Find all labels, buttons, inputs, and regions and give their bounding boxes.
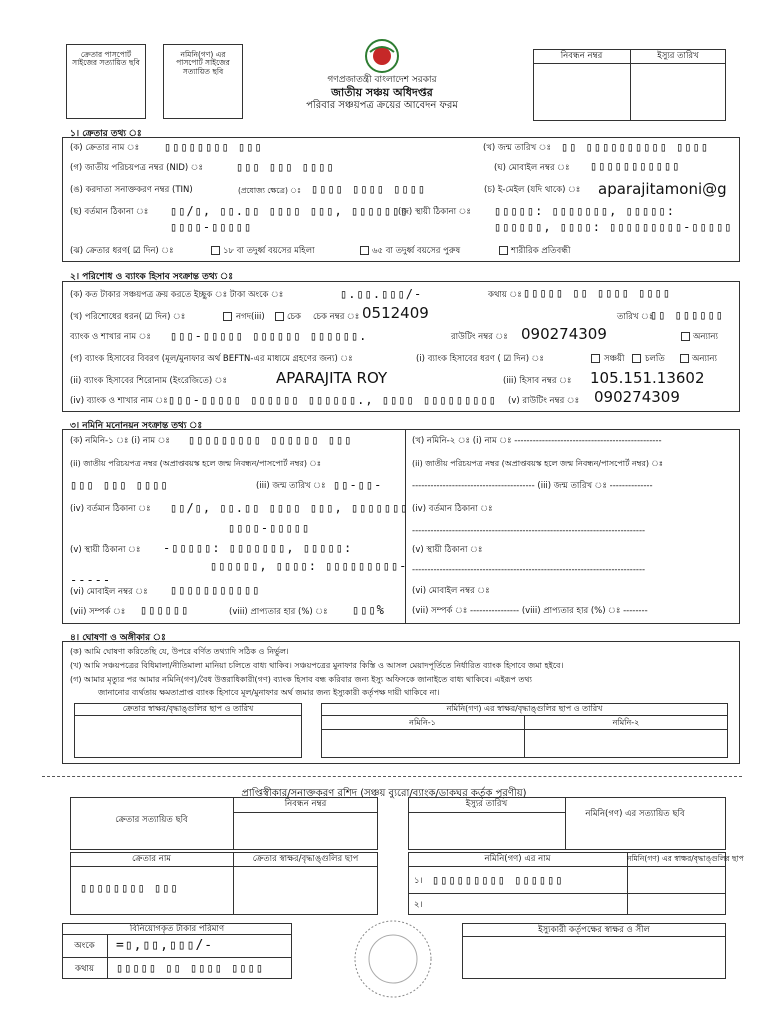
receipt-invest-header: বিনিয়োগকৃত টাকার পরিমাণ — [129, 924, 225, 934]
nid-label: (গ) জাতীয় পরিচয়পত্র নম্বর (NID) ঃ — [70, 163, 204, 173]
form-title: পরিবার সঞ্চয়পত্র ক্রয়ের আবেদন ফরম — [306, 100, 458, 111]
address-value-2[interactable]: ▯▯▯▯-▯▯▯▯▯ — [170, 220, 253, 234]
nominee1-relation-label: (vii) সম্পর্ক ঃ — [70, 607, 126, 617]
account-detail-label: (গ) ব্যাংক হিসাবের বিবরণ (মূল/মুনাফার অর্থ BEFTN-এর মাধ্যমে গ্রহণের জন্য) ঃ — [70, 354, 353, 364]
reg-no-header: নিবন্ধন নম্বর — [560, 51, 603, 61]
declaration-k: (ক) আমি ঘোষণা করিতেছি যে, উপরে বর্ণিত তথ্যাদি সঠিক ও নির্ভুল। — [70, 647, 289, 656]
amount-value[interactable]: ▯.▯▯.▯▯▯/- — [340, 287, 423, 301]
receipt-nominee1-index: ১। — [414, 876, 423, 886]
nominee2-dob-line: ---------------------------------------- (iii) জন্ম তারিখ ঃ -------------- — [412, 481, 653, 491]
buyer-type-label: (ঝ) ক্রেতার ধরণ( ☑ দিন) ঃ — [70, 246, 174, 256]
account-type-label: (i) ব্যাংক হিসাবের ধরণ ( ☑ দিন) ঃ — [416, 354, 544, 364]
receipt-buyer-name-value[interactable]: ▯▯▯▯▯▯▯▯ ▯▯▯ — [80, 881, 179, 895]
account-no-label: (iii) হিসাব নম্বর ঃ — [503, 376, 572, 386]
address-value-1[interactable]: ▯▯/▯, ▯▯.▯▯ ▯▯▯▯ ▯▯▯, ▯▯▯▯▯▯▯ — [170, 204, 409, 218]
account-name-label: (ii) ব্যাংক হিসাবের শিরোনাম (ইংরেজিতে) ঃ — [70, 376, 227, 386]
nominee1-relation-value[interactable]: ▯▯▯▯▯▯ — [140, 603, 190, 617]
nominee2-permanent-label: (v) স্থায়ী ঠিকানা ঃ — [412, 545, 483, 555]
option-savings: সঞ্চয়ী — [604, 354, 625, 364]
buyer-name-label: (ক) ক্রেতার নাম ঃ — [70, 143, 140, 153]
nominee1-dob-value[interactable]: ▯▯-▯▯- — [333, 478, 383, 492]
buyer-name-value[interactable]: ▯▯▯▯▯▯▯▯ ▯▯▯ — [164, 140, 263, 154]
receipt-buyer-photo: ক্রেতার সত্যায়িত ছবি — [115, 815, 188, 825]
nominee-photo-label: নমিনি(গণ) এর পাসপোর্ট সাইজের সত্যায়িত ছবি — [176, 50, 230, 76]
receipt-figure-value[interactable]: =▯,▯▯,▯▯▯/- — [116, 938, 214, 953]
address-label: (ছ) বর্তমান ঠিকানা ঃ — [70, 207, 149, 217]
dob-value[interactable]: ▯▯ ▯▯▯▯▯▯▯▯▯▯ ▯▯▯▯ — [561, 140, 710, 154]
section1-title: ১। ক্রেতার তথ্য ঃ — [70, 129, 142, 139]
option-other2: অন্যান্য — [692, 354, 717, 364]
nominee1-nid-label: (ii) জাতীয় পরিচয়পত্র নম্বর (অপ্রাপ্তবয়স্ক হলে জন্ম নিবন্ধন/পাসপোর্ট নম্বর) ঃ — [70, 459, 321, 468]
option-woman: ১৮ বা তদুর্ধ্ব বয়সের মহিলা — [223, 246, 315, 256]
mobile-value[interactable]: ▯▯▯▯▯▯▯▯▯▯▯ — [590, 159, 681, 173]
nominee2-address-label: (iv) বর্তমান ঠিকানা ঃ — [412, 504, 493, 514]
checkbox-current[interactable] — [632, 354, 641, 363]
checkbox-savings[interactable] — [591, 354, 600, 363]
bank2-value[interactable]: ▯▯▯-▯▯▯▯▯ ▯▯▯▯▯▯ ▯▯▯▯▯▯., ▯▯▯▯ ▯▯▯▯▯▯▯▯▯ — [168, 393, 497, 407]
payment-type-label: (খ) পরিশোধের ধরন( ☑ দিন) ঃ — [70, 312, 186, 322]
payment-iii: (iii) — [251, 312, 265, 322]
receipt-issue-date: ইস্যুর তারিখ — [465, 799, 508, 809]
receipt-words-label: কথায় — [75, 964, 94, 974]
nominee2-name-label: (খ) নমিনি-২ ঃ (i) নাম ঃ ------------------------------------------------ — [412, 436, 662, 446]
account-name-value[interactable]: APARAJITA ROY — [276, 369, 388, 387]
nominee1-name-label: (ক) নমিনি-১ ঃ (i) নাম ঃ — [70, 436, 170, 446]
bank-value[interactable]: ▯▯▯-▯▯▯▯▯ ▯▯▯▯▯▯ ▯▯▯▯▯▯. — [170, 329, 368, 343]
checkbox-other[interactable] — [681, 332, 690, 341]
issue-date-header: ইস্যুর তারিখ — [657, 51, 699, 61]
nominee1-share-value[interactable]: ▯▯▯% — [352, 603, 385, 617]
receipt-title: প্রাপ্তিস্বীকার/সনাক্তকরণ রশিদ (সঞ্চয় ব্যুরো/ব্যাংক/ডাকঘর কর্তৃক পূরণীয়) — [241, 788, 527, 799]
nominee2-permanent-dash: ---------------------------------------------------------------------------- — [412, 565, 646, 575]
date-label: তারিখ ঃ — [617, 312, 654, 322]
buyer-photo-box — [66, 44, 146, 119]
nominee1-address-value-2[interactable]: ▯▯▯▯-▯▯▯▯▯ — [228, 521, 311, 535]
declaration-kh: (খ) আমি সঞ্চয়পত্রের বিধিমালা/নীতিমালা মানিয়া চলিতে বাধ্য থাকিব। সঞ্চয়পত্রের মুনাফার কিস্তি ও আসল মেয়াদপূর্তিতে নির্ধারিত ব্যাংক হিসাবে জমা হইবে। — [70, 661, 564, 670]
nominee2-address-dash: ---------------------------------------------------------------------------- — [412, 526, 646, 536]
email-label: (চ) ই-মেইল (যদি থাকে) ঃ — [484, 185, 581, 195]
checkbox-woman[interactable] — [211, 246, 220, 255]
nid-value[interactable]: ▯▯▯ ▯▯▯ ▯▯▯▯ — [236, 160, 335, 174]
checkbox-man[interactable] — [360, 246, 369, 255]
tin-note: (প্রযোজ্য ক্ষেত্রে) ঃ — [238, 186, 301, 195]
checkbox-disabled[interactable] — [499, 246, 508, 255]
nominee1-mobile-label: (vi) মোবাইল নম্বর ঃ — [70, 587, 148, 597]
nominee2-nid-label: (ii) জাতীয় পরিচয়পত্র নম্বর (অপ্রাপ্তবয়স্ক হলে জন্ম নিবন্ধন/পাসপোর্ট নম্বর) ঃ — [412, 459, 663, 468]
declaration-g: (গ) আমার মৃত্যুর পর আমার নমিনি(গণ)/বৈধ উত্তরাধিকারী(গণ) ব্যাংক হিসাব বন্ধ করিবার জন্য ইস্যু অফিসকে জানাইতে বাধ্য থাকিবে। এইরূপ তথ্য — [70, 675, 532, 684]
cheque-no-value[interactable]: 0512409 — [362, 304, 429, 322]
receipt-nominee-name-header: নমিনি(গণ) এর নাম — [484, 854, 551, 864]
permanent-address-value-1[interactable]: ▯▯▯▯▯: ▯▯▯▯▯▯▯, ▯▯▯▯▯: — [494, 204, 675, 218]
bank-label: ব্যাংক ও শাখার নাম ঃ — [70, 332, 151, 342]
issuer-signature-label: ইস্যুকারী কর্তৃপক্ষের স্বাক্ষর ও সীল — [538, 925, 650, 935]
govt-emblem-icon — [364, 38, 400, 74]
buyer-photo-label: ক্রেতার পাসপোর্ট সাইজের সত্যায়িত ছবি — [72, 50, 140, 68]
option-cheque: চেক — [287, 312, 301, 322]
buyer-signature-label: ক্রেতার স্বাক্ষর/বৃদ্ধাঙ্গুলির ছাপ ও তারিখ — [122, 704, 254, 713]
option-man: ৬৫ বা তদুর্ধ্ব বয়সের পুরুষ — [372, 246, 461, 256]
date-value[interactable]: ▯▯ ▯▯▯▯▯▯ — [650, 308, 725, 322]
amount-words-label: কথায় ঃ — [488, 290, 522, 300]
tin-value[interactable]: ▯▯▯▯ ▯▯▯▯ ▯▯▯▯ — [311, 182, 427, 196]
tin-label: (ঙ) করদাতা সনাক্তকরণ নম্বর (TIN) — [70, 185, 193, 195]
nominee2-mobile-label: (vi) মোবাইল নম্বর ঃ — [412, 586, 490, 596]
amount-words-value[interactable]: ▯▯▯▯▯ ▯▯ ▯▯▯▯ ▯▯▯▯ — [523, 286, 672, 300]
cheque-no-label: চেক নম্বর ঃ — [313, 312, 360, 322]
receipt-nominee2-index: ২। — [414, 900, 423, 910]
bank2-label: (iv) ব্যাংক ও শাখার নাম ঃ — [70, 396, 168, 406]
permanent-address-value-2[interactable]: ▯▯▯▯▯▯, ▯▯▯▯: ▯▯▯▯▯▯▯▯▯-▯▯▯▯▯ — [494, 220, 733, 234]
routing-value[interactable]: 090274309 — [521, 325, 607, 343]
routing-label: রাউটিং নম্বর ঃ — [451, 332, 508, 342]
receipt-buyer-sig-header: ক্রেতার স্বাক্ষর/বৃদ্ধাঙ্গুলির ছাপ — [252, 854, 359, 864]
section4-title: ৪। ঘোষণা ও অঙ্গীকার ঃ — [70, 633, 166, 643]
nominee1-permanent-value-1[interactable]: -▯▯▯▯▯: ▯▯▯▯▯▯▯, ▯▯▯▯▯: — [163, 541, 353, 555]
receipt-buyer-name-header: ক্রেতার নাম — [131, 854, 172, 864]
routing2-label: (v) রাউটিং নম্বর ঃ — [508, 396, 580, 406]
receipt-reg-no: নিবন্ধন নম্বর — [284, 799, 327, 809]
gov-title: গণপ্রজাতন্ত্রী বাংলাদেশ সরকার — [327, 75, 437, 85]
nominee1-permanent-value-3[interactable]: ----- — [70, 573, 112, 587]
checkbox-cash[interactable] — [223, 312, 232, 321]
mobile-label: (ঘ) মোবাইল নম্বর ঃ — [494, 163, 570, 173]
nominee2-signature-header: নমিনি-২ — [612, 718, 640, 727]
nominee1-dob-label: (iii) জন্ম তারিখ ঃ — [256, 481, 326, 491]
nominee1-permanent-value-2[interactable]: ▯▯▯▯▯▯, ▯▯▯▯: ▯▯▯▯▯▯▯▯▯- — [210, 559, 408, 573]
option-cash: নগদ — [236, 312, 252, 322]
permanent-address-label: (জ) স্থায়ী ঠিকানা ঃ — [398, 207, 471, 217]
section1-box — [62, 137, 740, 262]
receipt-figure-label: অংকে — [74, 941, 95, 951]
email-value[interactable]: aparajitamoni@g — [598, 181, 727, 198]
option-other: অন্যান্য — [693, 332, 718, 342]
nominee1-address-value-1[interactable]: ▯▯/▯, ▯▯.▯▯ ▯▯▯▯ ▯▯▯, ▯▯▯▯▯▯▯ — [170, 501, 409, 515]
receipt-nominee1-value[interactable]: ▯▯▯▯▯▯▯▯▯ ▯▯▯▯▯▯ — [432, 873, 564, 887]
section2-title: ২। পরিশোধ ও ব্যাংক হিসাব সংক্রান্ত তথ্য ঃ — [70, 272, 234, 282]
nominee1-signature-header: নমিনি-১ — [409, 718, 436, 727]
dept-title: জাতীয় সঞ্চয় অধিদপ্তর — [331, 86, 433, 99]
nominee1-address-label: (iv) বর্তমান ঠিকানা ঃ — [70, 504, 151, 514]
receipt-words-value[interactable]: ▯▯▯▯▯ ▯▯ ▯▯▯▯ ▯▯▯▯ — [116, 961, 265, 975]
account-no-value[interactable]: 105.151.13602 — [590, 369, 705, 387]
receipt-nominee-photo: নমিনি(গণ) এর সত্যায়িত ছবি — [585, 809, 685, 819]
nominee2-relation-line: (vii) সম্পর্ক ঃ ---------------- (viii) প্রাপ্যতার হার (%) ঃ -------- — [412, 606, 648, 616]
option-current: চলতি — [645, 354, 665, 364]
nominee1-mobile-value[interactable]: ▯▯▯▯▯▯▯▯▯▯▯ — [170, 583, 261, 597]
nominee1-permanent-label: (v) স্থায়ী ঠিকানা ঃ — [70, 545, 141, 555]
receipt-nominee-sig-header: নমিনি(গণ) এর স্বাক্ষর/বৃদ্ধাঙ্গুলির ছাপ — [627, 854, 744, 863]
option-disabled: শারীরিক প্রতিবন্ধী — [511, 246, 571, 256]
nominee-signature-label: নমিনি(গণ) এর স্বাক্ষর/বৃদ্ধাঙ্গুলির ছাপ ও তারিখ — [446, 704, 603, 713]
checkbox-other2[interactable] — [680, 354, 689, 363]
checkbox-cheque[interactable] — [275, 312, 284, 321]
nominee1-name-value[interactable]: ▯▯▯▯▯▯▯▯▯ ▯▯▯▯▯▯ ▯▯▯ — [188, 433, 353, 447]
declaration-g2: জানানোর ব্যর্থতায় ক্ষমতাপ্রাপ্ত ব্যাংক হিসাবে মূল/মুনাফার অর্থ জমার জন্য ইস্যুকারী কর্তৃপক্ষ দায়ী থাকিবে না। — [98, 688, 440, 697]
nominee1-share-label: (viii) প্রাপ্যতার হার (%) ঃ — [229, 607, 328, 617]
amount-label: (ক) কত টাকার সঞ্চয়পত্র ক্রয় করতে ইচ্ছুক ঃ টাকা অংকে ঃ — [70, 290, 284, 300]
stamp-icon — [352, 918, 434, 1000]
dob-label: (খ) জন্ম তারিখ ঃ — [483, 143, 552, 153]
section3-title: ৩। নমিনি মনোনয়ন সংক্রান্ত তথ্য ঃ — [70, 421, 203, 431]
routing2-value[interactable]: 090274309 — [594, 388, 680, 406]
cut-line — [42, 776, 742, 777]
nominee-photo-box — [163, 44, 243, 119]
nominee1-nid-value[interactable]: ▯▯▯ ▯▯▯ ▯▯▯▯ — [70, 478, 169, 492]
